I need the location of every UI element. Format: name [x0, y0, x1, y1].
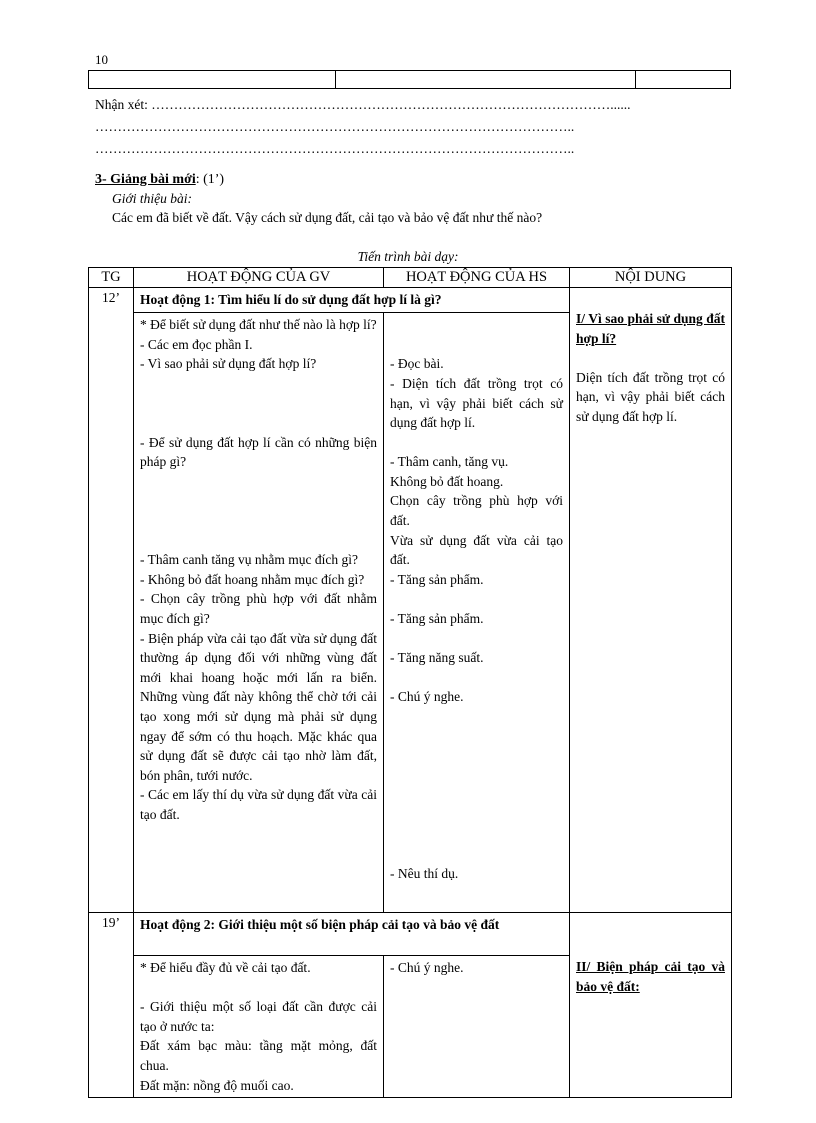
- activity-title: Hoạt động 2: Giới thiệu một số biện pháp cải tạo và bảo vệ đất: [134, 913, 570, 956]
- table-caption: Tiến trình bài dạy:: [357, 249, 459, 264]
- remark-line: ……………………………………………………………………………………………..: [95, 119, 575, 134]
- student-line: - Tăng sản phẩm.: [390, 611, 484, 627]
- student-line: - Diện tích đất trồng trọt có hạn, vì vậy phải biết cách sử dụng đất hợp lí.: [390, 375, 563, 431]
- student-line: - Thâm canh, tăng vụ.: [390, 454, 509, 470]
- remark-line: ……………………………………………………………………………………………..: [95, 141, 575, 156]
- content-cell: [570, 288, 732, 913]
- student-line: Chọn cây trồng phù hợp với đất.: [390, 493, 563, 529]
- student-line: - Nêu thí dụ.: [390, 865, 459, 881]
- remark-label: Nhận xét:: [95, 97, 148, 112]
- teacher-line: Đất xám bạc màu: tầng mặt mỏng, đất chua.: [140, 1038, 377, 1073]
- lesson-table: [88, 267, 732, 1098]
- column-header: NỘI DUNG: [570, 268, 732, 288]
- teacher-line: - Không bỏ đất hoang nhằm mục đích gì?: [140, 571, 365, 587]
- table-row: [89, 288, 732, 313]
- section-time: : (1’): [195, 172, 225, 187]
- student-line: - Tăng sản phẩm.: [390, 571, 484, 587]
- header-grid: [88, 70, 731, 89]
- teacher-activity-cell: [134, 313, 384, 913]
- table-row: [89, 913, 732, 956]
- intro-text: Các em đã biết về đất. Vậy cách sử dụng đất, cải tạo và bảo vệ đất như thế nào?: [112, 210, 543, 225]
- student-line: - Chú ý nghe.: [390, 689, 464, 705]
- student-line: Không bỏ đất hoang.: [390, 473, 504, 489]
- header-grid-cell: [336, 71, 636, 89]
- teacher-line: - Giới thiệu một số loại đất cần được cải tạo ở nước ta:: [140, 999, 377, 1034]
- remark-line: …………………………………………………………………………………………......: [151, 97, 631, 112]
- section-title-text: 3- Giảng bài mới: [95, 172, 196, 187]
- teacher-line: * Để biết sử dụng đất như thế nào là hợp lí?: [140, 317, 377, 333]
- header-grid-cell: [89, 71, 336, 89]
- teacher-line: - Chọn cây trồng phù hợp với đất nhằm mục đích gì?: [140, 591, 377, 627]
- column-header: TG: [89, 268, 134, 288]
- student-activity-cell: [384, 313, 570, 913]
- teacher-line: - Các em lấy thí dụ vừa sử dụng đất vừa cải tạo đất.: [140, 787, 377, 822]
- activity-title: Hoạt động 1: Tìm hiểu lí do sử dụng đất hợp lí là gì?: [134, 288, 570, 313]
- teacher-line: - Thâm canh tăng vụ nhằm mục đích gì?: [140, 552, 358, 568]
- student-activity-cell: [384, 956, 570, 1098]
- student-line: Vừa sử dụng đất vừa cải tạo đất.: [390, 532, 563, 568]
- time-cell: 12’: [89, 288, 134, 913]
- student-line: - Đọc bài.: [390, 356, 444, 372]
- table-header-row: [89, 268, 732, 288]
- student-line: - Chú ý nghe.: [390, 960, 464, 975]
- remark-block: [95, 94, 725, 160]
- teacher-line: * Để hiểu đầy đủ về cải tạo đất.: [140, 960, 311, 975]
- time-cell: 19’: [89, 913, 134, 1098]
- student-line: - Tăng năng suất.: [390, 650, 484, 666]
- teacher-line: Đất mặn: nồng độ muối cao.: [140, 1077, 294, 1093]
- teacher-line: - Để sử dụng đất hợp lí cần có những biện pháp gì?: [140, 434, 377, 470]
- column-header: HOẠT ĐỘNG CỦA GV: [134, 268, 384, 288]
- section-title: [95, 172, 224, 188]
- teacher-line: - Vì sao phải sử dụng đất hợp lí?: [140, 356, 317, 372]
- teacher-activity-cell: [134, 956, 384, 1098]
- header-grid-cell: [636, 71, 731, 89]
- intro-label: Giới thiệu bài:: [112, 191, 192, 206]
- content-cell: [570, 913, 732, 1098]
- content-title: I/ Vì sao phải sử dụng đất hợp lí?: [576, 311, 725, 346]
- column-header: HOẠT ĐỘNG CỦA HS: [384, 268, 570, 288]
- content-text: Diện tích đất trồng trọt có hạn, vì vậy phải biết cách sử dụng đất hợp lí.: [576, 369, 725, 424]
- content-title: II/ Biện pháp cải tạo và bảo vệ đất:: [576, 959, 725, 994]
- teacher-line: - Các em đọc phần I.: [140, 336, 253, 352]
- teacher-line: - Biện pháp vừa cải tạo đất vừa sử dụng đất thường áp dụng đối với những vùng đất mới khai hoang hoặc mới lấn ra biển. Những vùng đất này không thể chờ tới cải tạo xong mới sử dụng mà phải sử dụng ngay để sớm có thu hoạch. Mặc khác qua sử dụng đất sẽ được cải tạo nhờ làm đất, bón phân, tưới nước.: [140, 630, 377, 783]
- page-number: 10: [95, 52, 108, 67]
